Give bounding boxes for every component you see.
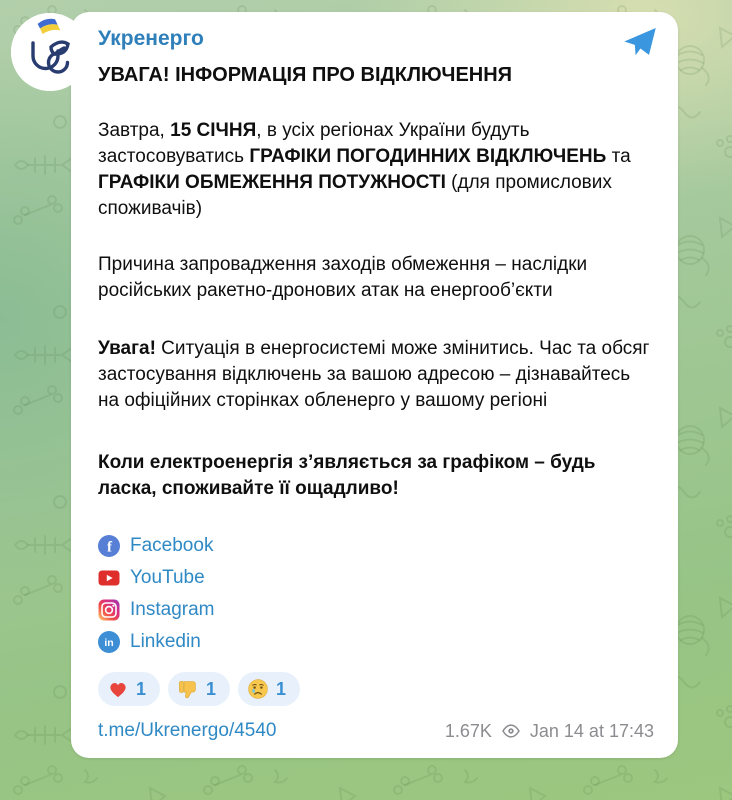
channel-avatar[interactable] xyxy=(11,13,89,91)
post-permalink[interactable]: t.me/Ukrenergo/4540 xyxy=(98,720,277,741)
reaction-thumbs-down[interactable] xyxy=(168,672,230,706)
message-title: УВАГА! ІНФОРМАЦІЯ ПРО ВІДКЛЮЧЕННЯ xyxy=(98,64,513,86)
social-link-youtube[interactable] xyxy=(98,564,654,592)
post-date: Jan 14 at 17:43 xyxy=(529,720,654,741)
message-paragraph: Причина запровадження заходів обмеження – наслідки російських ракетно-дронових атак на енергооб’єкти xyxy=(98,254,588,301)
reaction-count: 1 xyxy=(276,678,287,699)
message-paragraph: Увага! Ситуація в енергосистемі може змінитись. Час та обсяг застосування відключень за вашою адресою – дізнавайтесь на офіційних сторінках обленерго у вашому регіоні xyxy=(98,338,650,411)
reactions-row xyxy=(98,672,654,706)
social-link-label: YouTube xyxy=(130,567,205,588)
svg-text:f: f xyxy=(107,539,112,556)
social-link-label: Facebook xyxy=(130,535,214,556)
footer-meta xyxy=(445,721,654,742)
views-eye-icon xyxy=(501,721,521,741)
youtube-icon xyxy=(98,567,120,589)
message-paragraph: Коли електроенергія з’являється за графіком – будь ласка, споживайте її ощадливо! xyxy=(98,452,596,499)
views-count: 1.67K xyxy=(444,720,492,741)
reaction-crying-face[interactable] xyxy=(238,672,300,706)
social-links xyxy=(98,532,654,656)
ukrenergo-logo-icon xyxy=(11,13,89,91)
message-bubble xyxy=(71,12,678,758)
thumbs-down-icon xyxy=(177,678,199,700)
telegram-plane-icon[interactable] xyxy=(622,25,658,59)
reaction-count: 1 xyxy=(136,678,147,699)
facebook-icon xyxy=(98,535,120,557)
social-link-linkedin[interactable] xyxy=(98,628,654,656)
channel-name[interactable]: Укренерго xyxy=(98,27,204,50)
crying-face-icon xyxy=(247,678,269,700)
reaction-count: 1 xyxy=(206,678,217,699)
message-paragraph: Завтра, 15 СІЧНЯ, в усіх регіонах України будуть застосовуватись ГРАФІКИ ПОГОДИННИХ ВІДКЛЮЧЕНЬ та ГРАФІКИ ОБМЕЖЕННЯ ПОТУЖНОСТІ (для промислових споживачів) xyxy=(98,120,631,219)
linkedin-icon xyxy=(98,631,120,653)
social-link-label: Linkedin xyxy=(130,631,201,652)
svg-text:in: in xyxy=(104,637,114,649)
message-footer xyxy=(98,720,654,748)
social-link-label: Instagram xyxy=(130,599,215,620)
reaction-heart[interactable] xyxy=(98,672,160,706)
red-heart-icon xyxy=(107,678,129,700)
social-link-facebook[interactable] xyxy=(98,532,654,560)
social-link-instagram[interactable] xyxy=(98,596,654,624)
instagram-icon xyxy=(98,599,120,621)
